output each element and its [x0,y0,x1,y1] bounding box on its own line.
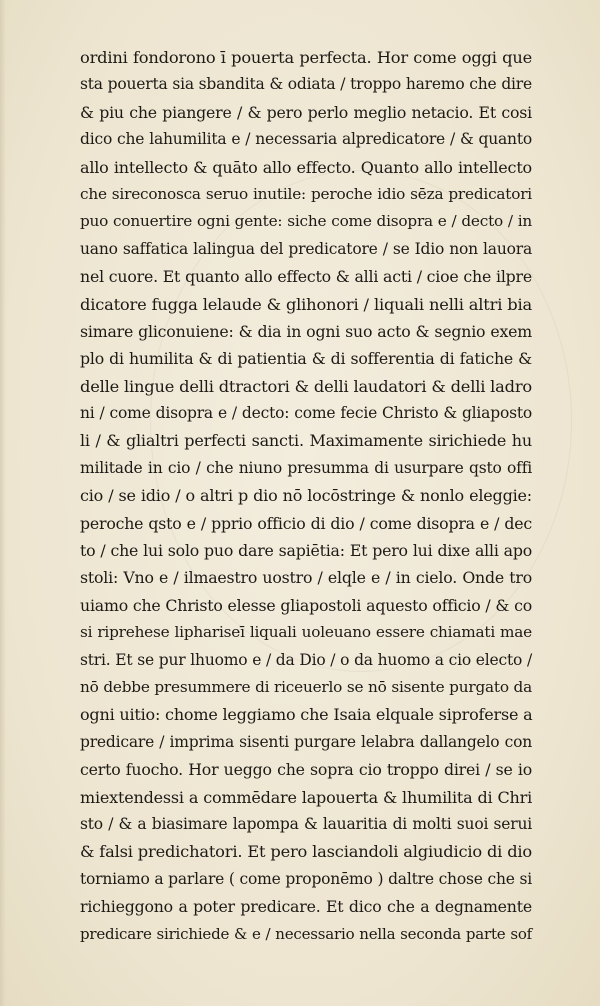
text-line: predicare / imprima sisenti purgare lelabra dallangelo con [80,732,532,751]
text-line: miextendessi a commēdare lapouerta & lhumilita di Chri [80,787,532,807]
text-line: simare gliconuiene: & dia in ogni suo acto & segnio exem [80,321,532,341]
text-line: sto / & a biasimare lapompa & lauaritia di molti suoi serui [80,814,532,833]
text-line: puo conuertire ogni gente: siche come disopra e / decto / in [80,212,532,231]
text-line: uiamo che Christo elesse gliapostoli aquesto officio / & co [80,595,532,615]
text-line: dicatore fugga lelaude & glihonori / liquali nelli altri bia [80,294,532,314]
text-line: to / che lui solo puo dare sapiētia: Et pero lui dixe alli apo [80,541,532,561]
text-line: uano saffatica lalingua del predicatore / se Idio non lauora [80,239,532,258]
text-line: allo intellecto & quāto allo effecto. Quanto allo intellecto [80,157,532,177]
text-line: & piu che piangere / & pero perlo meglio netacio. Et cosi [80,102,532,122]
text-line: torniamo a parlare ( come proponēmo ) daltre chose che si [80,869,532,888]
text-line: militade in cio / che niuno presumma di usurpare qsto offi [80,458,532,477]
text-line: si riprehese liphariseī liquali uoleuano essere chiamati mae [80,623,532,642]
text-line: predicare sirichiede & e / necessario nella seconda parte sof [80,924,532,943]
text-line: nō debbe presummere di riceuerlo se nō sisente purgato da [80,677,532,696]
text-line: cio / se idio / o altri p dio nō locōstringe & nonlo eleggie: [80,486,532,506]
text-line: ni / come disopra e / decto: come fecie Christo & gliaposto [80,404,532,423]
text-line: certo fuocho. Hor ueggo che sopra cio troppo direi / se io [80,760,532,780]
body-text [80,44,532,948]
text-line: dico che lahumilita e / necessaria alpredicatore / & quanto [80,130,532,149]
page-edge-shadow [0,0,6,1006]
text-line: peroche qsto e / pprio officio di dio / come disopra e / dec [80,513,532,533]
text-line: stoli: Vno e / ilmaestro uostro / elqle e / in cielo. Onde tro [80,568,532,588]
text-line: plo di humilita & di patientia & di sofferentia di fatiche & [80,349,532,369]
text-line: li / & glialtri perfecti sancti. Maximamente sirichiede hu [80,431,532,451]
text-line: ordini fondorono ī pouerta perfecta. Hor come oggi que [80,48,532,67]
text-line: ogni uitio: chome leggiamo che Isaia elquale siproferse a [80,705,533,725]
text-line: nel cuore. Et quanto allo effecto & alli acti / cioe che ilpre [80,267,532,287]
text-line: richieggono a poter predicare. Et dico che a degnamente [80,897,532,917]
text-line: & falsi predichatori. Et pero lasciandoli algiudicio di dio [80,842,532,862]
text-line: sta pouerta sia sbandita & odiata / troppo haremo che dire [80,75,532,94]
text-line: che sireconosca seruo inutile: peroche idio sēza predicatori [80,184,532,203]
text-line: delle lingue delli dtractori & delli laudatori & delli ladro [80,376,532,396]
text-line: stri. Et se pur lhuomo e / da Dio / o da huomo a cio electo / [80,650,532,669]
